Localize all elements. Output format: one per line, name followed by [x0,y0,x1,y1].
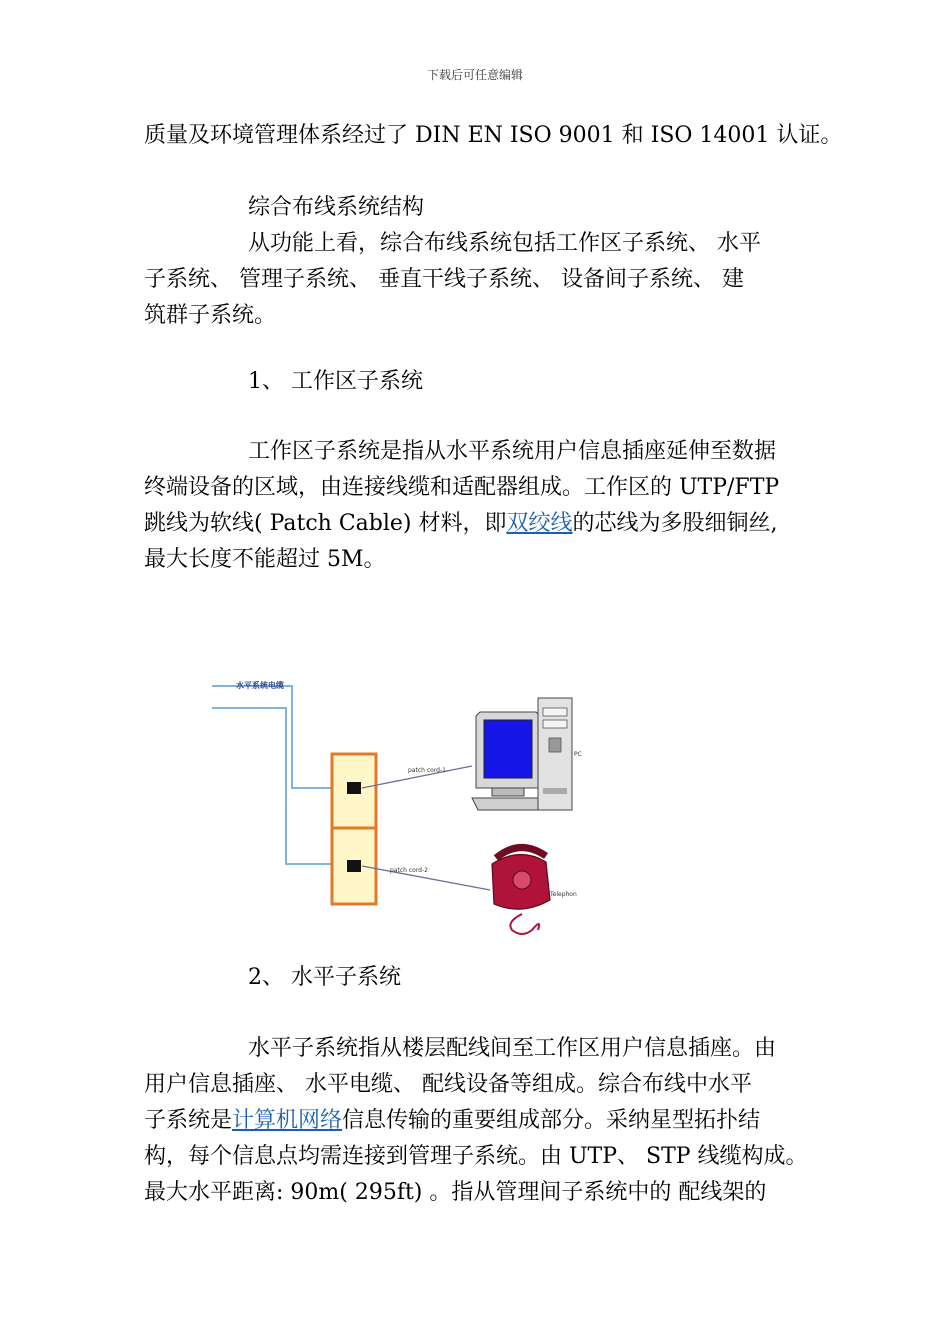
jack-2 [347,860,361,872]
telephone-label: Telephon [550,891,577,898]
section-1-body [144,434,814,578]
structure-line-3: 筑群子系统。 [144,303,277,328]
sec2-line-2: 用户信息插座、 水平电缆、 配线设备等组成。综合布线中水平 [144,1072,752,1097]
sec1-line-4: 最大长度不能超过 5M。 [144,547,386,572]
section-2-body [144,1031,814,1211]
patch-cord-2-label: patch cord-2 [390,867,428,874]
sec1-line-3 [144,506,814,542]
computer-network-link[interactable]: 计算机网络 [232,1108,343,1133]
structure-title: 综合布线系统结构 [248,195,425,220]
sec2-line-4: 构，每个信息点均需连接到管理子系统。由 UTP、 STP 线缆构成。 [144,1144,808,1169]
sec1-line-1: 工作区子系统是指从水平系统用户信息插座延伸至数据 [248,439,777,464]
page-header: 下载后可任意编辑 [426,68,523,82]
sec1-line-3-post: 的芯线为多股细铜丝, [572,511,778,536]
work-area-diagram [200,668,600,948]
sec2-line-5: 最大水平距离: 90m( 295ft) 。指从管理间子系统中的 配线架的 [144,1180,767,1205]
patch-cord-1-label: patch cord-1 [408,767,446,774]
cable-top [212,686,340,788]
cable-bottom [212,708,340,864]
quality-text: 质量及环境管理体系经过了 DIN EN ISO 9001 和 ISO 14001 认证。 [144,123,843,148]
paragraph-quality [144,118,843,154]
section-2-heading-wrap [144,960,814,996]
pc-icon [472,698,572,810]
twisted-pair-link[interactable]: 双绞线 [506,511,573,536]
sec2-line-1: 水平子系统指从楼层配线间至工作区用户信息插座。由 [248,1036,777,1061]
sec1-line-2: 终端设备的区域，由连接线缆和适配器组成。工作区的 UTP/FTP [144,475,780,500]
structure-line-1: 从功能上看，综合布线系统包括工作区子系统、 水平 [248,231,761,256]
cable-label: 水平系统电缆 [236,681,284,690]
structure-line-2: 子系统、 管理子系统、 垂直干线子系统、 设备间子系统、 建 [144,267,744,292]
pc-label: PC [574,751,582,758]
sec2-line-3-pre: 子系统是 [144,1108,233,1133]
section-structure [144,190,814,334]
section-1-heading-wrap [144,364,814,400]
section-1-heading: 1、 工作区子系统 [248,369,423,394]
sec2-line-3-post: 信息传输的重要组成部分。采纳星型拓扑结 [342,1108,761,1133]
jack-1 [347,782,361,794]
sec2-line-3 [144,1103,814,1139]
section-2-heading: 2、 水平子系统 [248,965,401,990]
telephone-icon [492,847,550,934]
sec1-line-3-pre: 跳线为软线( Patch Cable) 材料，即 [144,511,507,536]
